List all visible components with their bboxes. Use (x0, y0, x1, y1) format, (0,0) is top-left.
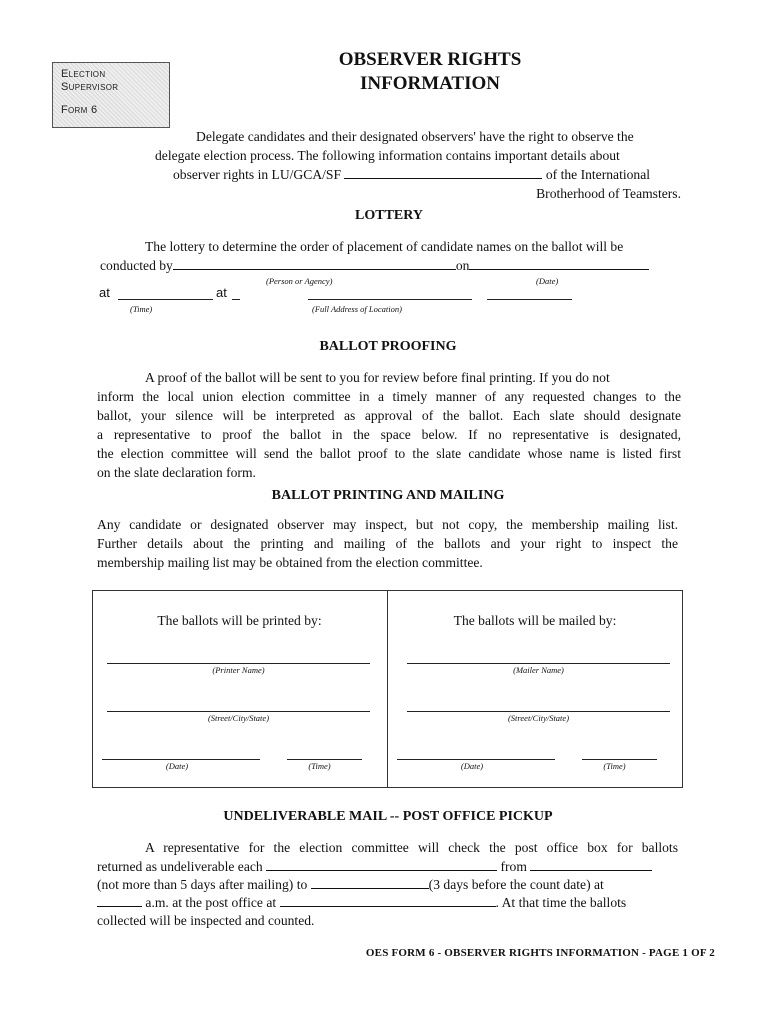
lottery-on-label: on (455, 258, 470, 273)
local-union-number-field[interactable] (344, 165, 542, 179)
pickup-time-field[interactable] (97, 893, 142, 907)
caption-printing-date: (Date) (165, 761, 189, 771)
proofing-line-3: ballot, your silence will be interpreted as approval of the ballot. Each slate should designate (97, 408, 681, 423)
intro-line-3 (173, 165, 650, 184)
pickup-end-date-field[interactable] (311, 875, 429, 889)
election-supervisor-stamp (52, 62, 170, 128)
lottery-at-label-1: at (99, 285, 110, 300)
undeliverable-line-2 (97, 857, 652, 876)
undeliverable-line-1: A representative for the election committee will check the post office box for ballots (145, 840, 678, 855)
undeliverable-heading: UNDELIVERABLE MAIL -- POST OFFICE PICKUP (223, 809, 553, 824)
three-days-before-label: (3 days before the count date) at (428, 877, 604, 892)
ballot-printing-heading: BALLOT PRINTING AND MAILING (271, 488, 505, 503)
lottery-location-field-start[interactable] (232, 299, 240, 300)
page-footer: OES FORM 6 - OBSERVER RIGHTS INFORMATION - PAGE 1 OF 2 (365, 947, 715, 959)
printed-by-title: The ballots will be printed by: (157, 613, 322, 628)
proofing-line-2: inform the local union election committee in a timely manner of any requested changes to the (97, 389, 681, 404)
caption-mailing-time: (Time) (603, 761, 626, 771)
printing-line-2: Further details about the printing and mailing of the ballots and your right to inspect the (97, 536, 678, 551)
pickup-frequency-field[interactable] (266, 857, 497, 871)
title-line-1: OBSERVER RIGHTS (338, 49, 522, 70)
caption-mailer-street: (Street/City/State) (507, 713, 570, 723)
caption-printer-name: (Printer Name) (212, 665, 265, 675)
title-line-2: INFORMATION (359, 73, 501, 94)
returned-each-label: returned as undeliverable each (97, 859, 263, 874)
from-label: from (500, 859, 527, 874)
stamp-form-number: Form 6 (61, 104, 98, 116)
proofing-line-5: the election committee will send the ballot proof to the slate candidate whose name is listed first (97, 446, 681, 461)
proofing-line-6: on the slate declaration form. (97, 465, 256, 480)
lottery-time-field[interactable] (118, 299, 213, 300)
pickup-start-date-field[interactable] (530, 857, 652, 871)
caption-printing-time: (Time) (308, 761, 331, 771)
intro-line-4: Brotherhood of Teamsters. (536, 186, 681, 201)
mailed-by-title: The ballots will be mailed by: (453, 613, 617, 628)
not-more-than-label: (not more than 5 days after mailing) to (97, 877, 308, 892)
undeliverable-line-5: collected will be inspected and counted. (97, 913, 315, 928)
lottery-heading: LOTTERY (355, 208, 423, 223)
mailer-street-field[interactable] (407, 711, 670, 712)
caption-printer-street: (Street/City/State) (207, 713, 270, 723)
stamp-line-2: Supervisor (61, 81, 119, 93)
caption-mailer-name: (Mailer Name) (513, 665, 564, 675)
stamp-line-1: Election (61, 68, 106, 80)
lottery-line-2 (100, 256, 649, 275)
ballots-label: . At that time the ballots (495, 895, 627, 910)
printing-date-field[interactable] (102, 759, 260, 760)
intro-line-1: Delegate candidates and their designated observers' have the right to observe the (196, 129, 634, 144)
printer-street-field[interactable] (107, 711, 370, 712)
caption-time: (Time) (130, 304, 153, 314)
printer-name-field[interactable] (107, 663, 370, 664)
caption-person-agency: (Person or Agency) (266, 276, 333, 286)
proofing-line-4: a representative to proof the ballot in the space below. If no representative is designated, (97, 427, 681, 442)
intro-line-3-suffix: of the International (545, 167, 651, 182)
proofing-line-1: A proof of the ballot will be sent to you for review before final printing. If you do not (145, 370, 610, 385)
mailer-name-field[interactable] (407, 663, 670, 664)
printing-line-3: membership mailing list may be obtained from the election committee. (97, 555, 483, 570)
caption-mailing-date: (Date) (460, 761, 484, 771)
undeliverable-line-3 (97, 875, 604, 894)
lottery-at-label-2: at (216, 285, 227, 300)
lottery-line-1: The lottery to determine the order of placement of candidate names on the ballot will be (145, 239, 624, 254)
undeliverable-line-4 (97, 893, 626, 912)
printing-time-field[interactable] (287, 759, 362, 760)
mailing-date-field[interactable] (397, 759, 555, 760)
post-office-label: a.m. at the post office at (145, 895, 277, 910)
printing-line-1: Any candidate or designated observer may inspect, but not copy, the membership mailing list. (97, 517, 678, 532)
mailing-time-field[interactable] (582, 759, 657, 760)
caption-full-address: (Full Address of Location) (312, 304, 402, 314)
lottery-date-field[interactable] (469, 256, 649, 270)
person-or-agency-field[interactable] (173, 256, 456, 270)
lottery-conducted-by-label: conducted by (100, 258, 173, 273)
intro-line-2: delegate election process. The following information contains important details about (155, 148, 620, 163)
lottery-location-field[interactable] (308, 299, 472, 300)
caption-date: (Date) (536, 276, 559, 286)
intro-line-3-prefix: observer rights in LU/GCA/SF (173, 167, 342, 182)
ballot-proofing-heading: BALLOT PROOFING (319, 339, 457, 354)
page-title (300, 48, 560, 96)
lottery-location-field-end[interactable] (487, 299, 572, 300)
post-office-address-field[interactable] (280, 893, 496, 907)
